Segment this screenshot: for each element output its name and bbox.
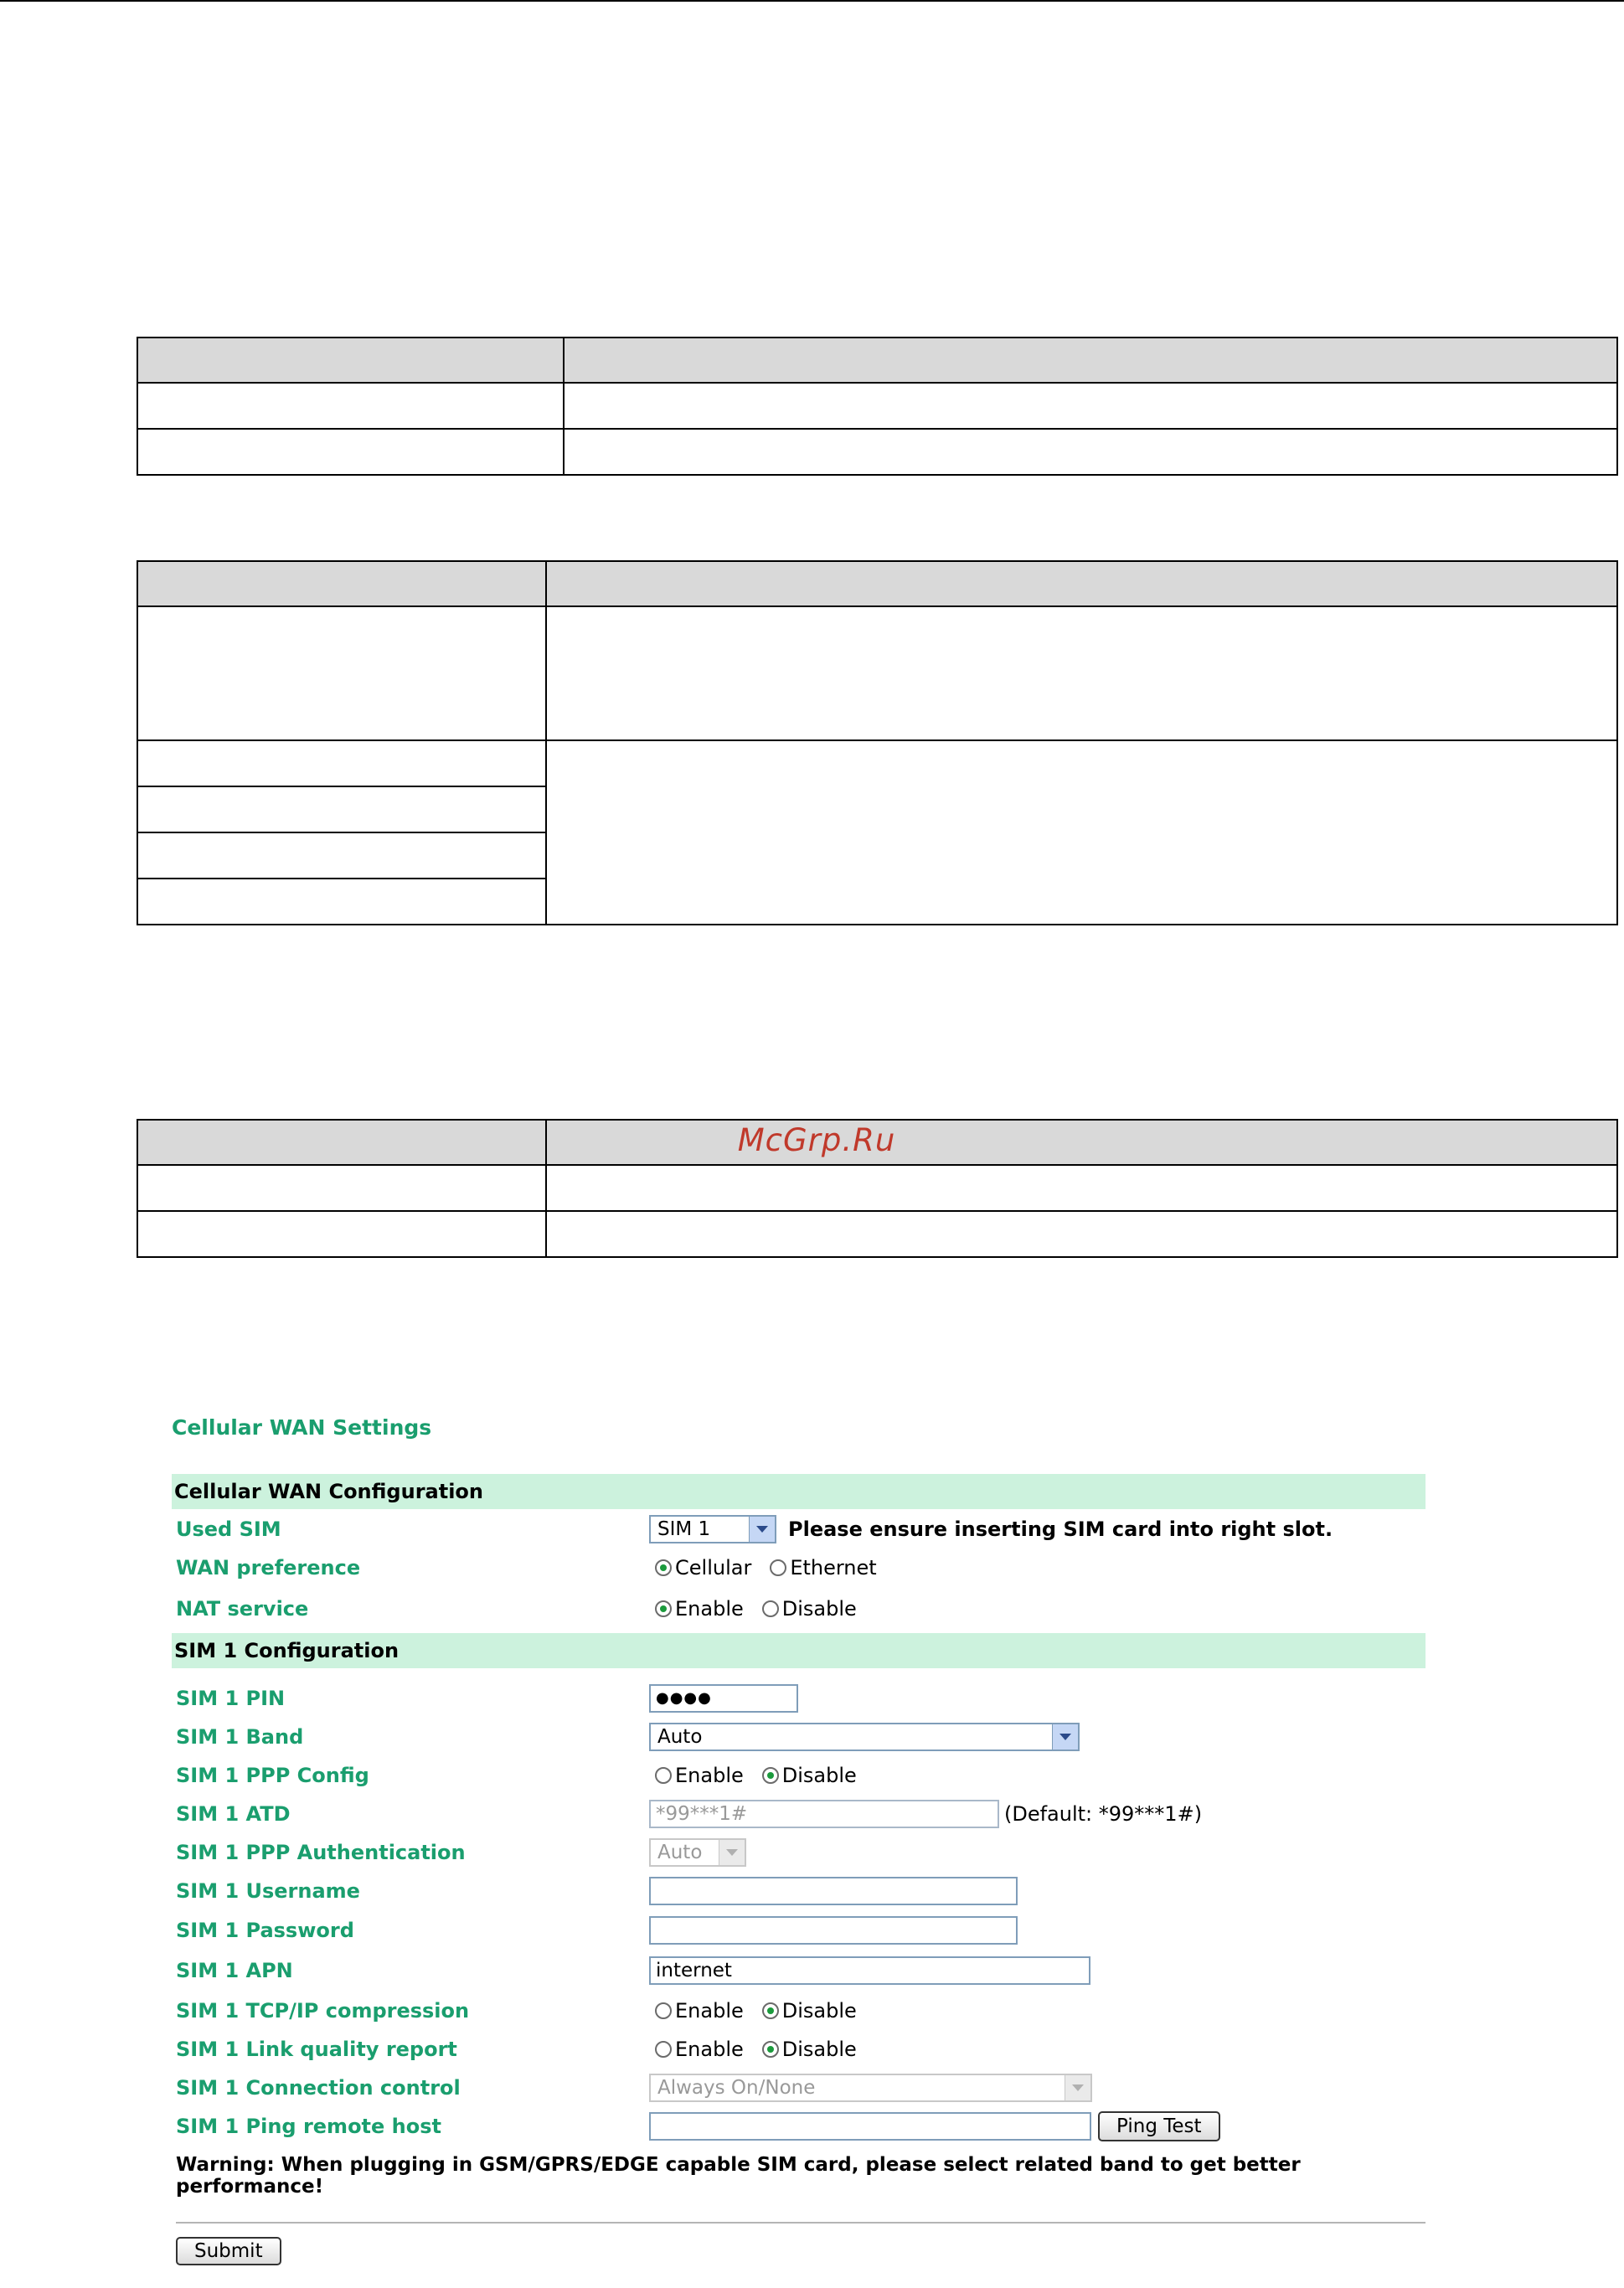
- nat-disable-radio[interactable]: [762, 1600, 779, 1617]
- sim1-pin-label: SIM 1 PIN: [176, 1687, 286, 1710]
- wan-preference-ethernet-radio[interactable]: [770, 1559, 786, 1576]
- sim1-username-label: SIM 1 Username: [176, 1879, 360, 1903]
- row-sim1-pin: [172, 1680, 1426, 1717]
- sim1-username-input[interactable]: [649, 1877, 1018, 1905]
- row-sim1-apn: [172, 1952, 1426, 1989]
- chevron-down-icon: [719, 1840, 745, 1865]
- sim1-atd-default-note: (Default: *99***1#): [1004, 1802, 1203, 1826]
- divider: [176, 2222, 1426, 2224]
- section-cellular-wan-configuration: Cellular WAN Configuration: [172, 1474, 1426, 1509]
- row-sim1-ppp-authentication: [172, 1834, 1426, 1871]
- sim1-atd-label: SIM 1 ATD: [176, 1802, 291, 1826]
- wan-preference-label: WAN preference: [176, 1556, 361, 1579]
- sim1-ppp-auth-select[interactable]: Auto: [649, 1838, 746, 1867]
- row-sim1-connection-control: [172, 2069, 1426, 2106]
- sim1-apn-label: SIM 1 APN: [176, 1959, 293, 1982]
- watermark: McGrp.Ru: [737, 1122, 896, 1158]
- page-title: Cellular WAN Settings: [172, 1415, 432, 1440]
- sim1-link-enable-radio[interactable]: [655, 2041, 672, 2058]
- doc-table-1: [137, 337, 1618, 476]
- submit-button[interactable]: Submit: [176, 2237, 281, 2265]
- chevron-down-icon: [749, 1517, 775, 1542]
- row-sim1-band: [172, 1719, 1426, 1755]
- used-sim-note: Please ensure inserting SIM card into right slot.: [788, 1518, 1333, 1541]
- sim1-ping-host-input[interactable]: [649, 2112, 1091, 2141]
- wan-preference-cellular-radio[interactable]: [655, 1559, 672, 1576]
- nat-enable-radio[interactable]: [655, 1600, 672, 1617]
- sim1-ping-host-label: SIM 1 Ping remote host: [176, 2115, 441, 2138]
- row-nat-service: NAT service Enable Disable: [172, 1590, 1426, 1627]
- chevron-down-icon: [1052, 1724, 1078, 1749]
- sim1-band-label: SIM 1 Band: [176, 1725, 304, 1749]
- row-sim1-tcpip-compression: SIM 1 TCP/IP compression Enable Disable: [172, 1992, 1426, 2029]
- row-sim1-link-quality: SIM 1 Link quality report Enable Disable: [172, 2031, 1426, 2068]
- section-sim1-configuration: SIM 1 Configuration: [172, 1633, 1426, 1668]
- row-wan-preference: WAN preference Cellular Ethernet: [172, 1549, 1426, 1586]
- ping-test-button[interactable]: Ping Test: [1098, 2111, 1220, 2141]
- nat-service-label: NAT service: [176, 1597, 309, 1621]
- top-rule: [0, 0, 1624, 2]
- sim1-ppp-enable-radio[interactable]: [655, 1767, 672, 1784]
- sim1-link-quality-label: SIM 1 Link quality report: [176, 2038, 457, 2061]
- sim1-tcpip-label: SIM 1 TCP/IP compression: [176, 1999, 470, 2023]
- sim1-ppp-auth-label: SIM 1 PPP Authentication: [176, 1841, 466, 1864]
- sim1-apn-input[interactable]: internet: [649, 1956, 1090, 1985]
- row-sim1-password: [172, 1912, 1426, 1949]
- row-sim1-ping-remote-host: [172, 2108, 1426, 2145]
- row-sim1-ppp-config: SIM 1 PPP Config Enable Disable: [172, 1757, 1426, 1794]
- sim1-atd-input[interactable]: *99***1#: [649, 1800, 999, 1828]
- sim1-tcpip-disable-radio[interactable]: [762, 2002, 779, 2019]
- sim1-ppp-disable-radio[interactable]: [762, 1767, 779, 1784]
- sim1-password-input[interactable]: [649, 1916, 1018, 1945]
- used-sim-select[interactable]: SIM 1: [649, 1515, 776, 1543]
- sim1-ppp-config-label: SIM 1 PPP Config: [176, 1764, 369, 1787]
- sim1-tcpip-enable-radio[interactable]: [655, 2002, 672, 2019]
- used-sim-label: Used SIM: [176, 1518, 281, 1541]
- sim1-password-label: SIM 1 Password: [176, 1919, 354, 1942]
- sim1-connection-control-select[interactable]: Always On/None: [649, 2074, 1092, 2102]
- doc-table-2: [137, 560, 1618, 925]
- row-sim1-atd: [172, 1796, 1426, 1832]
- sim1-band-select[interactable]: Auto: [649, 1723, 1080, 1751]
- chevron-down-icon: [1065, 2075, 1090, 2100]
- warning-text: Warning: When plugging in GSM/GPRS/EDGE capable SIM card, please select related band to get better performance!: [176, 2154, 1301, 2198]
- sim1-link-disable-radio[interactable]: [762, 2041, 779, 2058]
- row-sim1-username: [172, 1873, 1426, 1909]
- row-used-sim: [172, 1511, 1426, 1548]
- sim1-pin-input[interactable]: ●●●●: [649, 1684, 798, 1713]
- sim1-connection-control-label: SIM 1 Connection control: [176, 2076, 461, 2100]
